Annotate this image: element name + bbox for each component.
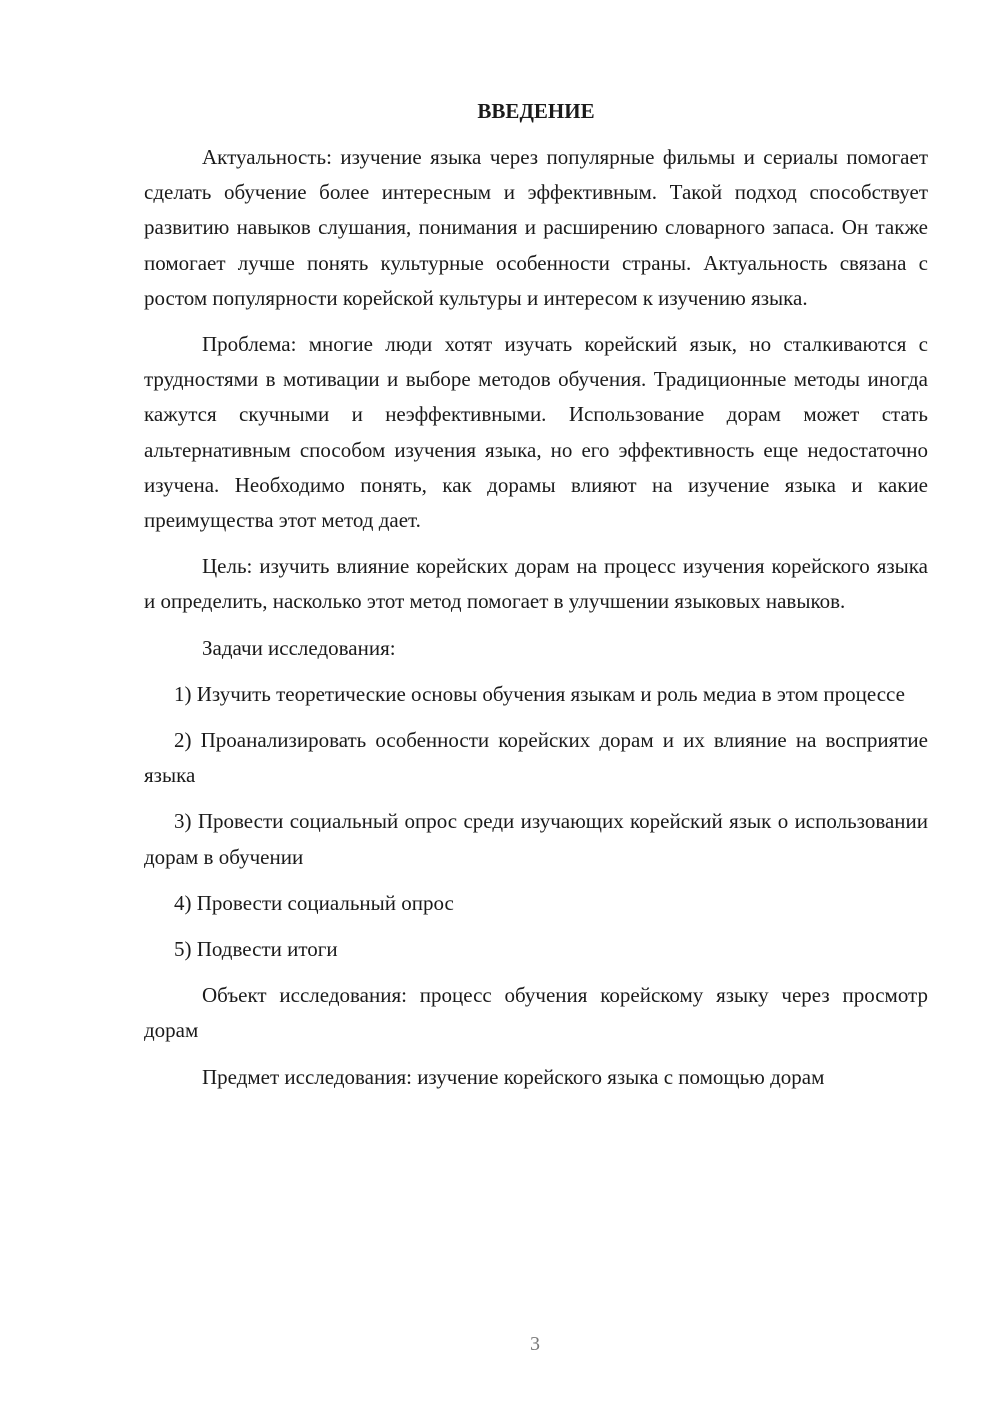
paragraph-goal: Цель: изучить влияние корейских дорам на процесс изучения корейского языка и определить, насколько этот метод помогает в улучшении языковых навыков.	[144, 554, 928, 614]
page-number: 3	[530, 1333, 540, 1355]
page-content	[144, 96, 928, 1106]
task-item-3: 3) Провести социальный опрос среди изучающих корейский язык о использовании дорам в обучении	[144, 809, 928, 869]
paragraph-subject: Предмет исследования: изучение корейского языка с помощью дорам	[202, 1064, 825, 1089]
task-item-4: 4) Провести социальный опрос	[174, 890, 454, 915]
task-item-2: 2) Проанализировать особенности корейских дорам и их влияние на восприятие языка	[144, 728, 928, 788]
task-item-1: 1) Изучить теоретические основы обучения языкам и роль медиа в этом процессе	[174, 681, 905, 706]
paragraph-object: Объект исследования: процесс обучения корейскому языку через просмотр дорам	[144, 983, 928, 1043]
section-title: ВВЕДЕНИЕ	[477, 99, 595, 123]
task-item-5: 5) Подвести итоги	[174, 937, 338, 962]
paragraph-problem: Проблема: многие люди хотят изучать корейский язык, но сталкиваются с трудностями в мотивации и выборе методов обучения. Традиционные методы иногда кажутся скучными и неэффективными. Использование дорам может стать альтернативным способом изучения языка, но его эффективность еще недостаточно изучена. Необходимо понять, как дорамы влияют на изучение языка и какие преимущества этот метод дает.	[144, 332, 928, 533]
paragraph-tasks-heading: Задачи исследования:	[202, 635, 396, 660]
paragraph-relevance: Актуальность: изучение языка через популярные фильмы и сериалы помогает сделать обучение более интересным и эффективным. Такой подход способствует развитию навыков слушания, понимания и расширению словарного запаса. Он также помогает лучше понять культурные особенности страны. Актуальность связана с ростом популярности корейской культуры и интересом к изучению языка.	[144, 145, 928, 310]
